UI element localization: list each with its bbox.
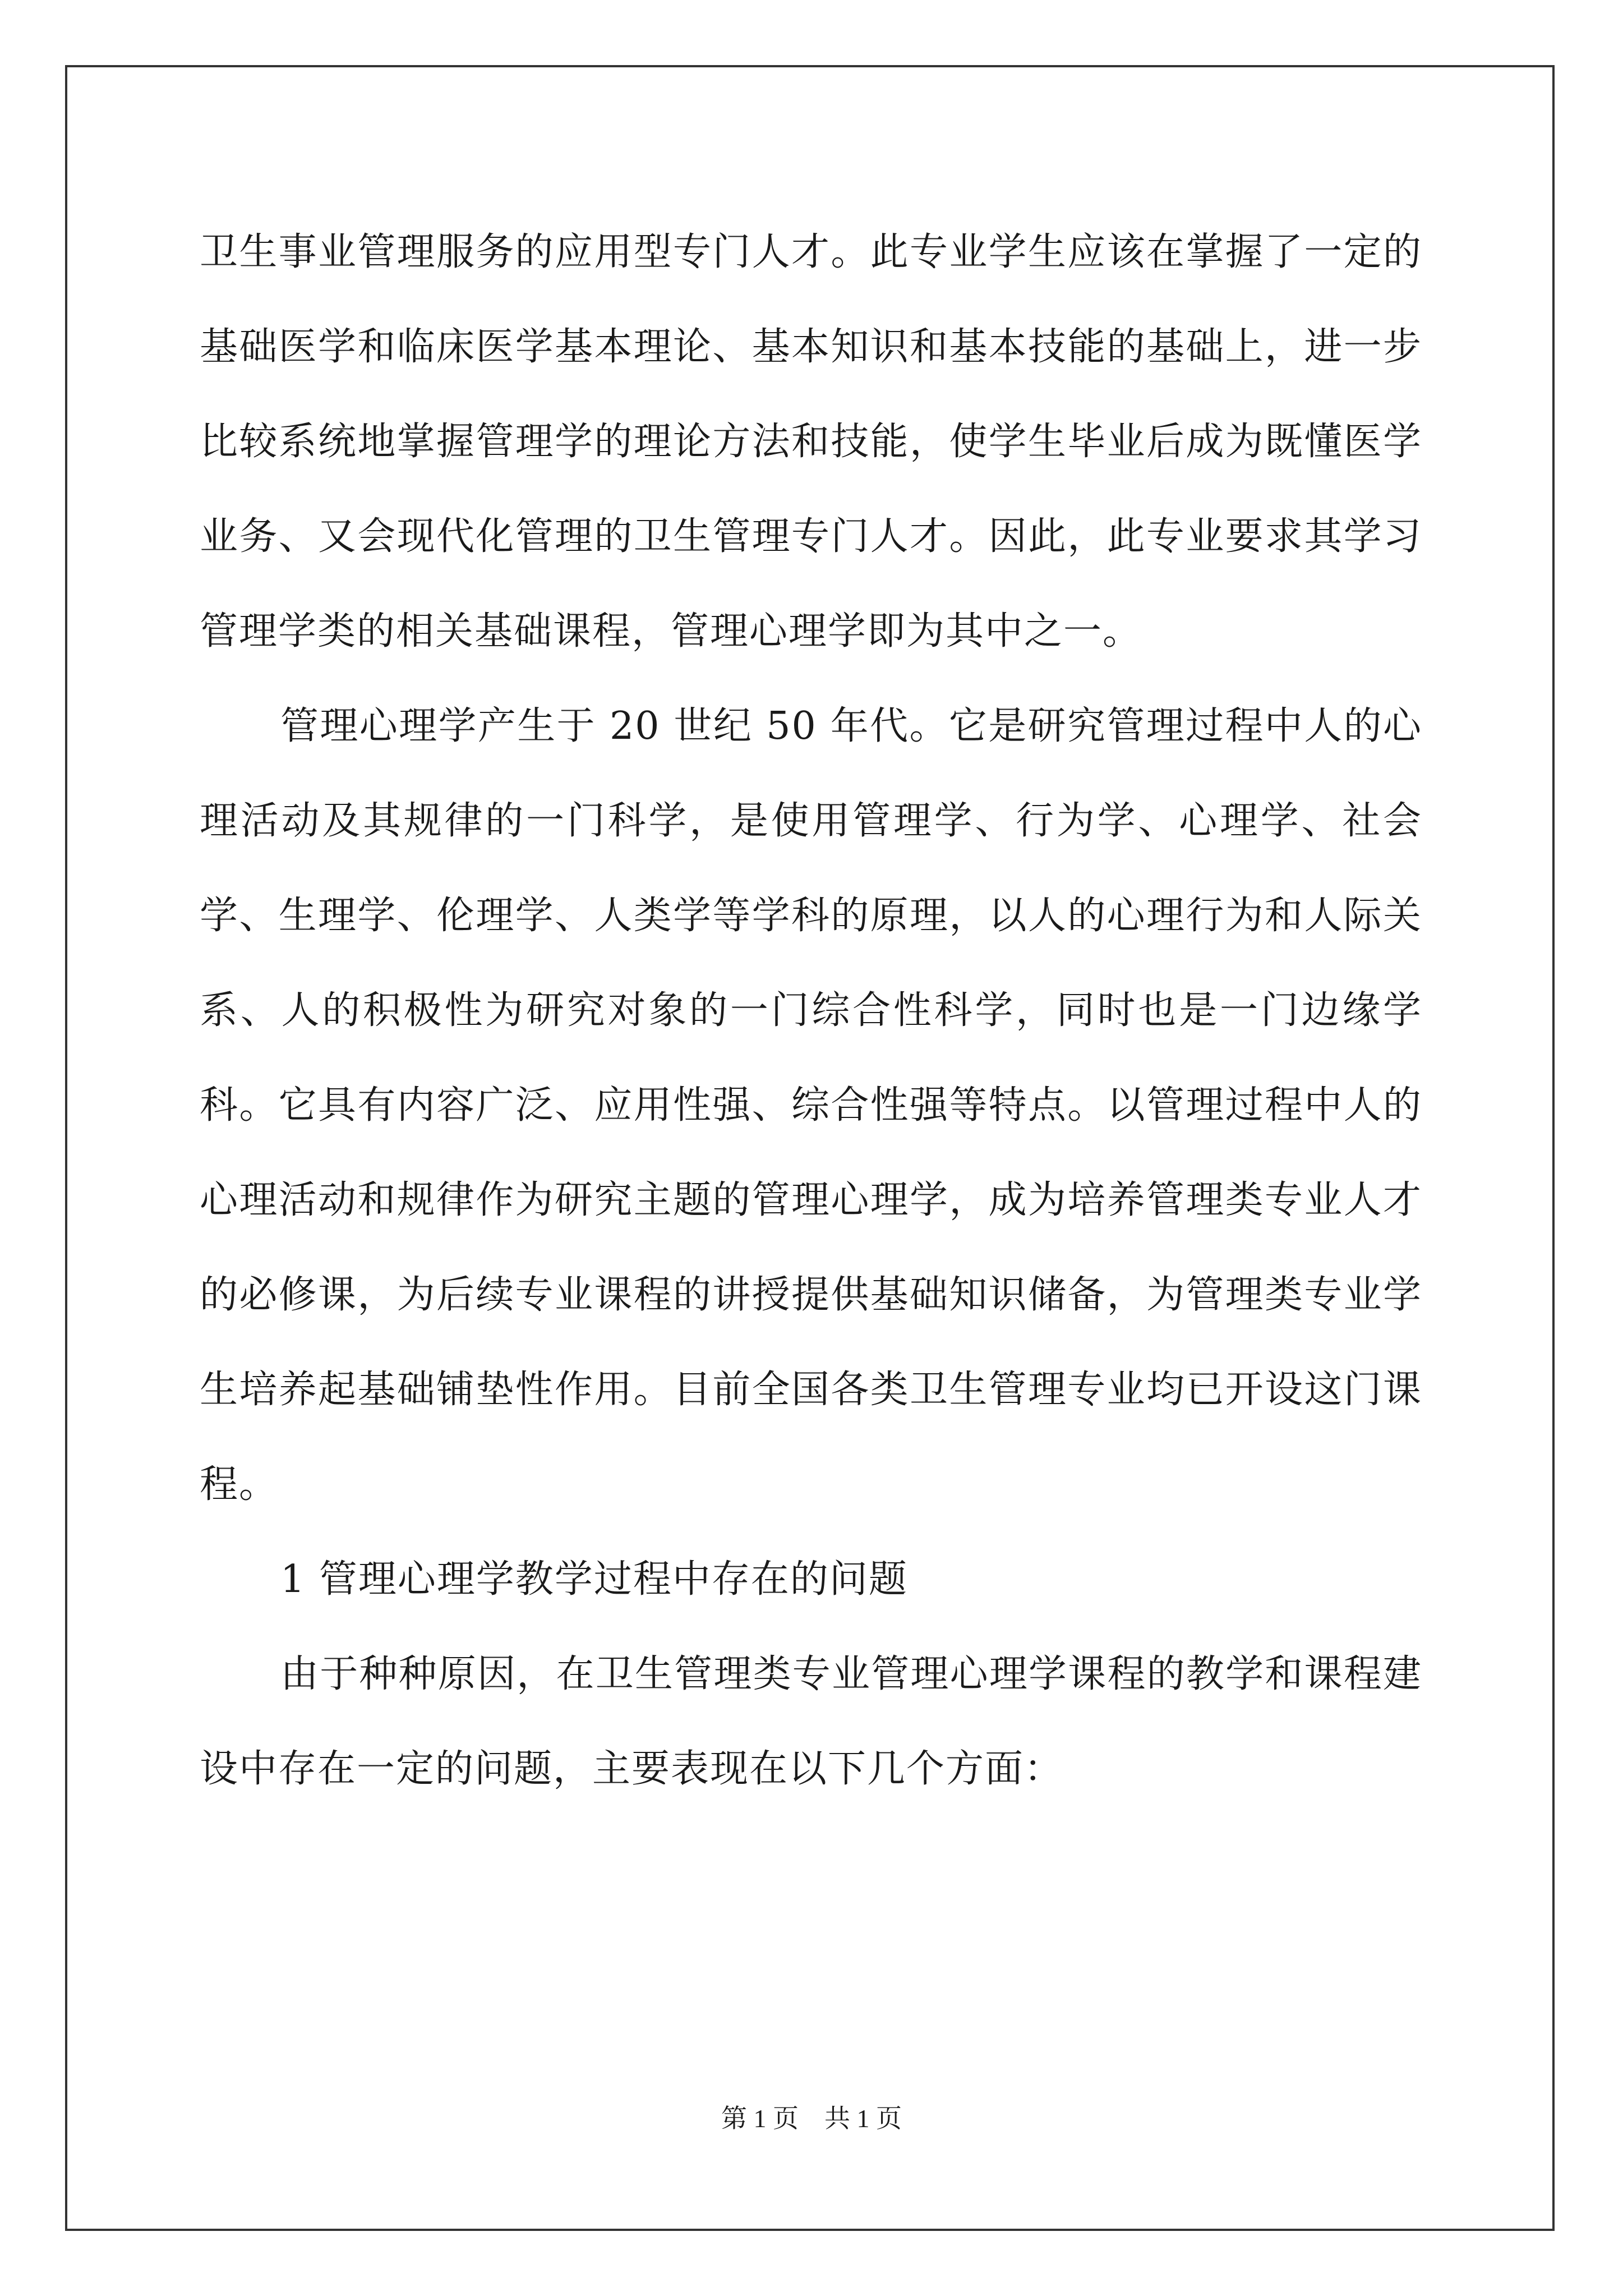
page-number-footer: 第 1 页 共 1 页 bbox=[721, 2104, 902, 2133]
paragraph-problems: 由于种种原因，在卫生管理类专业管理心理学课程的教学和课程建设中存在一定的问题，主要表现在以下几个方面： bbox=[200, 1652, 1422, 1791]
paragraph-intro: 卫生事业管理服务的应用型专门人才。此专业学生应该在掌握了一定的基础医学和临床医学基本理论、基本知识和基本技能的基础上，进一步比较系统地掌握管理学的理论方法和技能，使学生毕业后成为既懂医学业务、又会现代化管理的卫生管理专门人才。因此，此专业要求其学习管理学类的相关基础课程，管理心理学即为其中之一。 bbox=[200, 230, 1422, 654]
paragraph-definition: 管理心理学产生于 20 世纪 50 年代。它是研究管理过程中人的心理活动及其规律的一门科学，是使用管理学、行为学、心理学、社会学、生理学、伦理学、人类学等学科的原理，以人的心理行为和人际关系、人的积极性为研究对象的一门综合性科学，同时也是一门边缘学科。它具有内容广泛、应用性强、综合性强等特点。以管理过程中人的心理活动和规律作为研究主题的管理心理学，成为培养管理类专业人才的必修课，为后续专业课程的讲授提供基础知识储备，为管理类专业学生培养起基础铺垫性作用。目前全国各类卫生管理专业均已开设这门课程。 bbox=[200, 704, 1422, 1507]
section-heading: 1 管理心理学教学过程中存在的问题 bbox=[280, 1557, 908, 1602]
document-body bbox=[200, 205, 1422, 1816]
